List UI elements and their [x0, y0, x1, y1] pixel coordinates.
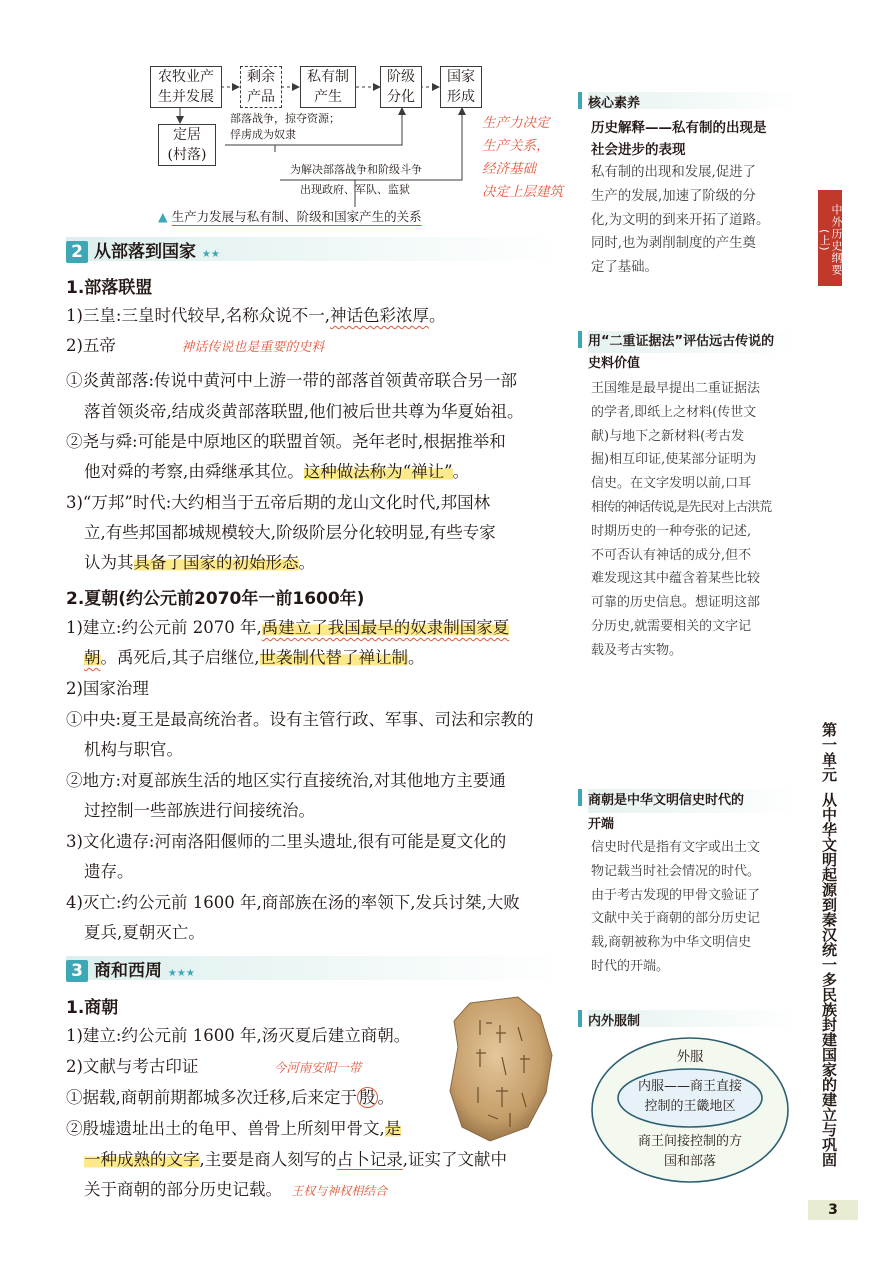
- text-line: 1)建立:约公元前 2070 年,禹建立了我国最早的奴隶制国家夏: [66, 618, 510, 637]
- evidence-method-text: 王国维是最早提出二重证据法 的学者,即纸上之材料(传世文 献)与地下之新材料(考古发 掘)相互印证,使某部分证明为 信史。在文字发明以前,口耳 相传的神话传说,是先民对上古洪荒 时期历史的一种夸张的记述, 不可否认有神话的成分,但不 难发现这其中蕴含着某些比较 可靠的历史信息。想证明这部 分历史,就需要相关的文字记 载及考古实物。: [591, 381, 771, 658]
- sidebar-accent-bar: [578, 789, 582, 806]
- text-line: 3)文化遗存:河南洛阳偃师的二里头遗址,很有可能是夏文化的: [66, 832, 507, 851]
- star-rating-icon: ★★★: [167, 968, 195, 979]
- subheading-tribal-alliance: 1.部落联盟: [66, 278, 153, 298]
- core-literacy-title: 核心素养: [588, 92, 798, 109]
- section-3-heading: 3 商和西周 ★★★: [66, 956, 561, 980]
- box-private-ownership: 私有制 产生: [300, 66, 356, 108]
- text-line: 1)三皇:三皇时代较早,名称众说不一,神话色彩浓厚。: [66, 306, 446, 325]
- text-line: 立,有些邦国都城规模较大,阶级阶层分化较明显,有些专家: [84, 523, 496, 542]
- fu-outer-label: 外服: [676, 1049, 704, 1065]
- evidence-method-title: 用“二重证据法”评估远古传说的 史料价值: [588, 331, 798, 375]
- section-number-badge: 3: [66, 960, 88, 982]
- sidebar-accent-bar: [578, 331, 582, 348]
- core-literacy-subtitle: 历史解释——私有制的出现是 社会进步的表现: [591, 120, 767, 158]
- text-line: 一种成熟的文字,主要是商人刻写的占卜记录,证实了文献中: [84, 1150, 507, 1169]
- box-state-formation: 国家 形成: [440, 66, 482, 108]
- text-line: 2)文献与考古印证 今河南安阳一带: [66, 1057, 362, 1076]
- text-line: 机构与职官。: [84, 740, 183, 759]
- text-line: ②地方:对夏部族生活的地区实行直接统治,对其他地方主要通: [66, 771, 506, 790]
- caption-triangle-icon: ▲: [158, 209, 168, 224]
- text-line: 落首领炎帝,结成炎黄部落联盟,他们被后世共尊为华夏始祖。: [84, 402, 524, 421]
- text-line: 过控制一些部族进行间接统治。: [84, 801, 315, 820]
- handwritten-economics-note: 生产力决定 生产关系， 经济基础 决定上层建筑: [482, 115, 563, 200]
- box-agriculture: 农牧业产 生并发展: [150, 66, 222, 108]
- text-line: 朝。禹死后,其子启继位,世袭制代替了禅让制。: [84, 648, 425, 667]
- box-surplus: 剩余 产品: [240, 66, 282, 108]
- star-rating-icon: ★★: [201, 249, 220, 260]
- box-class-division: 阶级 分化: [380, 66, 422, 108]
- text-line: 3)“万邦”时代:大约相当于五帝后期的龙山文化时代,邦国林: [66, 493, 491, 512]
- text-line: 认为其具备了国家的初始形态。: [84, 553, 315, 572]
- text-line: 遗存。: [84, 862, 134, 881]
- text-line: ①据载,商朝前期都城多次迁移,后来定于 殷 。: [66, 1088, 394, 1107]
- text-line: 关于商朝的部分历史记载。 王权与神权相结合: [84, 1180, 388, 1199]
- fu-system-title: 内外服制: [588, 1010, 798, 1027]
- shang-history-text: 信史时代是指有文字或出土文 物记载当时社会情况的时代。 由于考古发现的甲骨文验证了 文献中关于商朝的部分历史记 载,商朝被称为中华文明信史 时代的开端。: [591, 840, 761, 974]
- fu-bottom-label: 商王间接控制的方 国和部落: [637, 1134, 742, 1169]
- subheading-xia-dynasty: 2.夏朝(约公元前2070年一前1600年): [66, 589, 365, 609]
- sidebar-accent-bar: [578, 92, 582, 109]
- page-number: 3: [808, 1200, 858, 1220]
- diagram-caption: ▲ 生产力发展与私有制、阶级和国家产生的关系: [158, 209, 422, 224]
- fu-inner-label: 内服——商王直接 控制的王畿地区: [637, 1079, 742, 1114]
- section-number-badge: 2: [66, 241, 88, 263]
- core-literacy-text: 私有制的出现和发展,促进了 生产的发展,加速了阶级的分 化,为文明的到来开拓了道路。 同时,也为剥削制度的产生奠 定了基础。: [591, 165, 770, 276]
- unit-title-vertical: 第一单元从中华文明起源到秦汉统一多民族封建国家的建立与巩固: [820, 722, 838, 1167]
- government-notes: 为解决部落战争和阶级斗争 出现政府、军队、监狱: [290, 163, 422, 196]
- handwritten-note: 神话传说也是重要的史料: [181, 340, 325, 355]
- subheading-shang-dynasty: 1.商朝: [66, 998, 119, 1018]
- handwritten-note: 今河南安阳一带: [273, 1060, 362, 1075]
- text-line: 2)五帝 神话传说也是重要的史料: [66, 336, 325, 355]
- text-line: 夏兵,夏朝灭亡。: [84, 923, 205, 942]
- war-notes: 部落战争，掠夺资源； 俘虏成为奴隶: [230, 112, 340, 141]
- text-line: ②殷墟遗址出土的龟甲、兽骨上所刻甲骨文,是: [66, 1119, 402, 1138]
- oracle-bone-image: [440, 995, 558, 1145]
- shang-history-title: 商朝是中华文明信史时代的 开端: [588, 789, 798, 837]
- text-line: 2)国家治理: [66, 679, 149, 698]
- text-line: 4)灭亡:约公元前 1600 年,商部族在汤的率领下,发兵讨桀,大败: [66, 893, 520, 912]
- text-line: 他对舜的考察,由舜继承其位。这种做法称为“禅让”。: [84, 462, 470, 481]
- section-2-heading: 2 从部落到国家 ★★: [66, 237, 561, 261]
- text-line: ①中央:夏王是最高统治者。设有主管行政、军事、司法和宗教的: [66, 710, 534, 729]
- sidebar-accent-bar: [578, 1010, 582, 1027]
- text-line: ①炎黄部落:传说中黄河中上游一带的部落首领黄帝联合另一部: [66, 371, 518, 390]
- book-title-tab: 中外历史纲要(上): [818, 190, 842, 286]
- box-settlement: 定居 (村落): [158, 124, 216, 166]
- text-line: ②尧与舜:可能是中原地区的联盟首领。尧年老时,根据推举和: [66, 432, 506, 451]
- text-line: 1)建立:约公元前 1600 年,汤灭夏后建立商朝。: [66, 1026, 411, 1045]
- handwritten-note: 王权与神权相结合: [291, 1184, 388, 1198]
